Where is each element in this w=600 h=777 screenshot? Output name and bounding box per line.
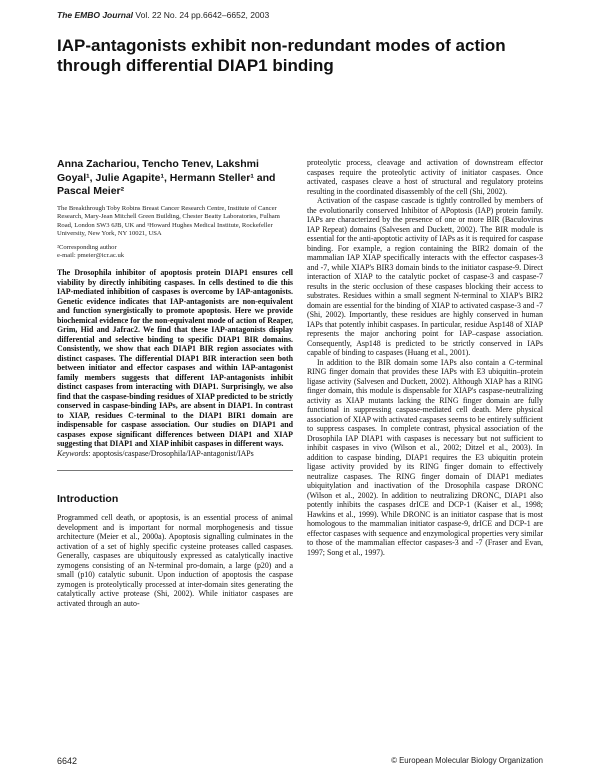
journal-citation: Vol. 22 No. 24 pp.6642–6652, 2003 xyxy=(135,10,270,20)
author-list: Anna Zachariou, Tencho Tenev, Lakshmi Goyal¹, Julie Agapite¹, Hermann Steller¹ and Pascal Meier² xyxy=(57,158,276,197)
section-divider xyxy=(57,470,293,471)
corresponding-email: e-mail: pmeier@icr.ac.uk xyxy=(57,252,125,260)
journal-name: The EMBO Journal xyxy=(57,10,134,20)
body-paragraph-1: proteolytic process, cleavage and activation of downstream effector caspases require the proteolytic activity of initiator caspases. Once activated, caspases cleave a host of structural and regulatory proteins resulting in the coordinated disassembly of the cell (Shi, 2002). xyxy=(307,158,543,196)
abstract: The Drosophila inhibitor of apoptosis protein DIAP1 ensures cell viability by directly inhibiting caspases. In cells destined to die this IAP-mediated inhibition of caspases is overcome by IAP-antagonists. Genetic evidence indicates that IAP-antagonists are non-equivalent and function synergistically to promote apoptosis. Here we provide biochemical evidence for the non-equivalent mode of action of Reaper, Grim, Hid and Jafrac2. We find that these IAP-antagonists display differential and selective binding to specific DIAP1 BIR domains. Consistently, we show that each DIAP1 BIR region associates with distinct caspases. The differential DIAP1 BIR interaction seen both between initiator and effector caspases and within IAP-antagonist family members suggests that different IAP-antagonists inhibit distinct caspases from interacting with DIAP1. Surprisingly, we also find that the caspase-binding residues of XIAP predicted to be strictly conserved in caspase-binding IAPs, are absent in DIAP1. In contrast to XIAP, residues C-terminal to the DIAP1 BIR1 domain are indispensable for caspase association. Our studies on DIAP1 and caspases expose significant differences between DIAP1 and XIAP suggesting that DIAP1 and XIAP inhibit caspases in different ways. xyxy=(57,268,293,449)
body-paragraph-3: In addition to the BIR domain some IAPs also contain a C-terminal RING finger domain that provides these IAPs with E3 ubiquitin–protein ligase activity (Salvesen and Duckett, 2002). Although XIAP has a RING finger domain, this module is dispensable for XIAP's caspase-neutralizing activity as XIAP mutants lacking the RING finger domain are fully functional in suppressing caspase-mediated cell death. Mere physical association of XIAP with activated caspases seems to be entirely sufficient to suppress caspases. In complete contrast, physical association of the Drosophila IAP DIAP1 with caspases is necessary but not sufficient to inhibit caspases in vivo (Wilson et al., 2002; Ditzel et al., 2003). In addition to caspase binding, DIAP1 requires the E3 ubiquitin protein ligase activity provided by its RING finger domain to effectively neutralize caspases. The RING finger domain of DIAP1 mediates ubiquitylation and inactivation of the Drosophila caspase DRONC (Wilson et al., 2002). In addition to neutralizing DRONC, DIAP1 also potently inhibits the caspases drICE and DCP-1 (Kaiser et al., 1998; Hawkins et al., 1999). While DRONC is an initiator caspase that is most homologous to the mammalian initiator caspase-9, drICE and DCP-1 are effector caspases with sequence and enzymological properties very similar to those of the mammalian effector caspases-3 and -7 (Fraser and Evan, 1997; Song et al., 1997). xyxy=(307,357,543,557)
article-title: IAP-antagonists exhibit non-redundant modes of action through differential DIAP1 binding xyxy=(57,36,506,75)
introduction-paragraph: Programmed cell death, or apoptosis, is an essential process of animal development and is important for normal morphogenesis and tissue architecture (Meier et al., 2000a). Apoptosis signalling culminates in the activation of a set of highly specific cysteine proteases called caspases. Generally, caspases are ubiquitously expressed as catalytically inactive zymogens consisting of an N-terminal pro-domain, a large (p20) and a small (p10) catalytic subunit. Upon induction of apoptosis the caspase zymogen is proteolytically processed at inter-domain sites generating the catalytically active protease (Shi, 2002). While initiator caspases are activated through an auto- xyxy=(57,513,293,608)
page-number: 6642 xyxy=(57,756,78,766)
corresponding-note: ²Corresponding author xyxy=(57,243,117,251)
affiliations: The Breakthrough Toby Robins Breast Cancer Research Centre, Institute of Cancer Research, Mary-Jean Mitchell Green Building, Chester Beatty Laboratories, Fulham Road, London SW3 6JB, UK and ¹Howard Hughes Medical Institute, Rockefeller University, New York, NY 10021, USA xyxy=(57,204,280,238)
introduction-heading: Introduction xyxy=(57,493,119,506)
left-column xyxy=(57,158,293,608)
keywords-text: : apoptosis/caspase/Drosophila/IAP-antagonist/IAPs xyxy=(88,448,254,458)
publisher-notice: © European Molecular Biology Organization xyxy=(391,756,543,765)
keywords xyxy=(57,449,293,459)
body-paragraph-2: Activation of the caspase cascade is tightly controlled by members of the evolutionarily conserved Inhibitor of APoptosis (IAP) protein family. IAPs are characterized by the presence of one or more BIR (Baculovirus IAP Repeat) domains (Salvesen and Duckett, 2002). The BIR module is essential for the anti-apoptotic activity of IAPs as it is required for caspase binding. For example, a region containing the BIR2 domain of the mammalian IAP XIAP specifically interacts with the effector caspases-3 and -7, while XIAP's BIR3 domain binds to the initiator caspase-9. Direct interaction of XIAP to the catalytic pocket of caspase-3 and caspase-7 results in the steric occlusion of these caspases blocking their access to substrates. Residues within a small segment N-terminal to XIAP's BIR2 domain are essential for the binding of XIAP to activated caspase-3 and -7 (Shi, 2002). Importantly, these residues are highly conserved in human IAPs that potently inhibit caspases. In particular, residue Asp148 of XIAP represents the major anchoring point for IAP–caspase association. Consequently, Asp148 is predicted to be strictly conserved in IAPs capable of binding to caspases (Huang et al., 2001). xyxy=(307,196,543,357)
running-header xyxy=(57,10,269,20)
right-column xyxy=(307,158,543,557)
corresponding-author xyxy=(57,244,293,261)
keywords-label: Keywords xyxy=(57,448,89,458)
